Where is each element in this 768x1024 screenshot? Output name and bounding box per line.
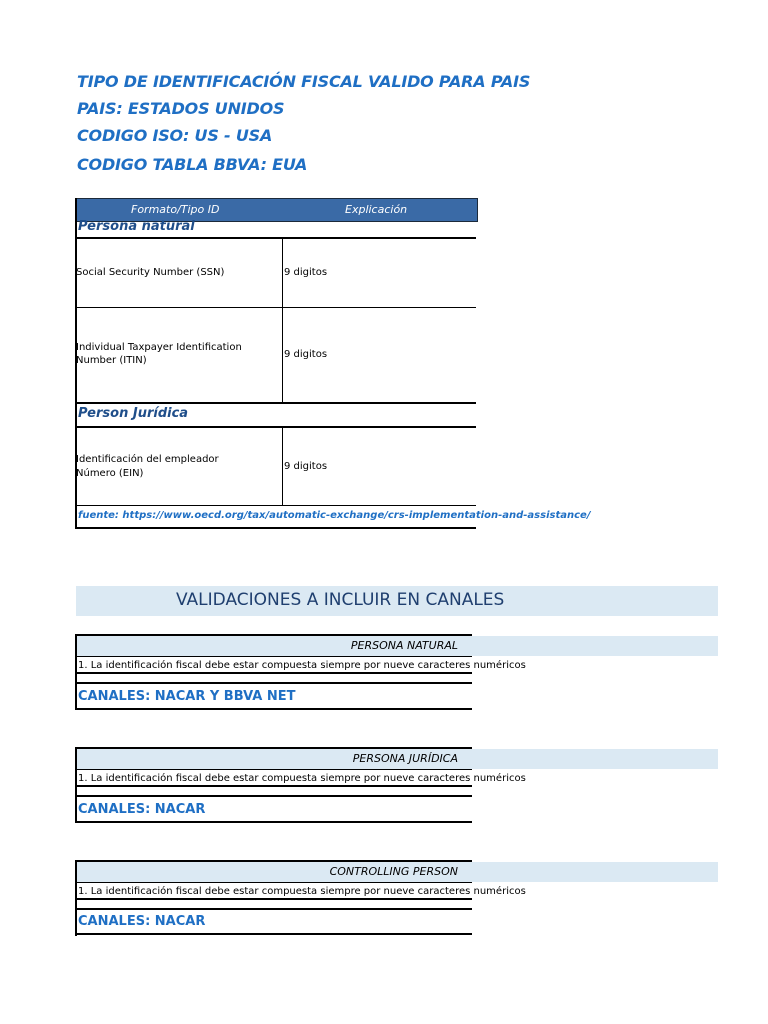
block-heading-juridica [76,747,472,769]
validations-title: VALIDACIONES A INCLUIR EN CANALES [176,590,505,610]
table-left-border [75,198,77,529]
divider [76,908,472,910]
section-juridica-label: Person Jurídica [78,406,189,421]
block-band-juridica [472,749,718,769]
block-left-border [75,747,77,823]
divider [76,402,476,404]
block-rule-natural: 1. La identificación fiscal debe estar compuesta siempre por nueve caracteres numéricos [76,656,472,674]
block-left-border [75,860,77,936]
table-row-itin-id-line1: Individual Taxpayer Identification [76,342,242,353]
block-canales-juridica: CANALES: NACAR [76,797,472,823]
divider [76,426,476,428]
block-rule-juridica: 1. La identificación fiscal debe estar compuesta siempre por nueve caracteres numéricos [76,769,472,787]
block-heading-natural [76,634,472,656]
divider [76,237,476,239]
col-explanation-header: Explicación [345,203,408,216]
block-canales-controlling: CANALES: NACAR [76,909,472,935]
block-band-natural [472,636,718,656]
block-heading-natural-label: PERSONA NATURAL [350,639,458,652]
table-row-ein-id-line2: Número (EIN) [76,468,144,479]
divider [76,307,476,308]
column-divider [282,239,283,402]
header-line-2: PAIS: ESTADOS UNIDOS [77,99,285,118]
block-heading-juridica-label: PERSONA JURÍDICA [352,752,458,765]
table-row-itin-id-line2: Number (ITIN) [76,355,147,366]
block-rule-controlling: 1. La identificación fiscal debe estar compuesta siempre por nueve caracteres numéricos [76,882,472,900]
section-natural-label: Persona natural [78,219,195,234]
col-format-header: Formato/Tipo ID [131,203,220,216]
table-row-ein-id-line1: Identificación del empleador [76,454,219,465]
header-line-1: TIPO DE IDENTIFICACIÓN FISCAL VALIDO PARA PAIS [77,72,531,91]
divider [76,505,476,506]
table-row-ssn-id: Social Security Number (SSN) [76,267,225,278]
divider [76,795,472,797]
table-row-ein-explanation: 9 digitos [284,461,328,472]
block-band-controlling [472,862,718,882]
divider [76,682,472,684]
table-row-ssn-explanation: 9 digitos [284,267,328,278]
block-canales-natural: CANALES: NACAR Y BBVA NET [76,684,472,710]
table-row-itin-explanation: 9 digitos [284,349,328,360]
block-heading-controlling-label: CONTROLLING PERSON [329,865,458,878]
block-left-border [75,634,77,710]
header-line-4: CODIGO TABLA BBVA: EUA [77,155,308,174]
source-link[interactable]: fuente: https://www.oecd.org/tax/automatic-exchange/crs-implementation-and-assistance/ [78,510,591,521]
divider [76,527,476,529]
column-divider [282,428,283,505]
header-line-3: CODIGO ISO: US - USA [77,126,273,145]
block-heading-controlling [76,860,472,882]
